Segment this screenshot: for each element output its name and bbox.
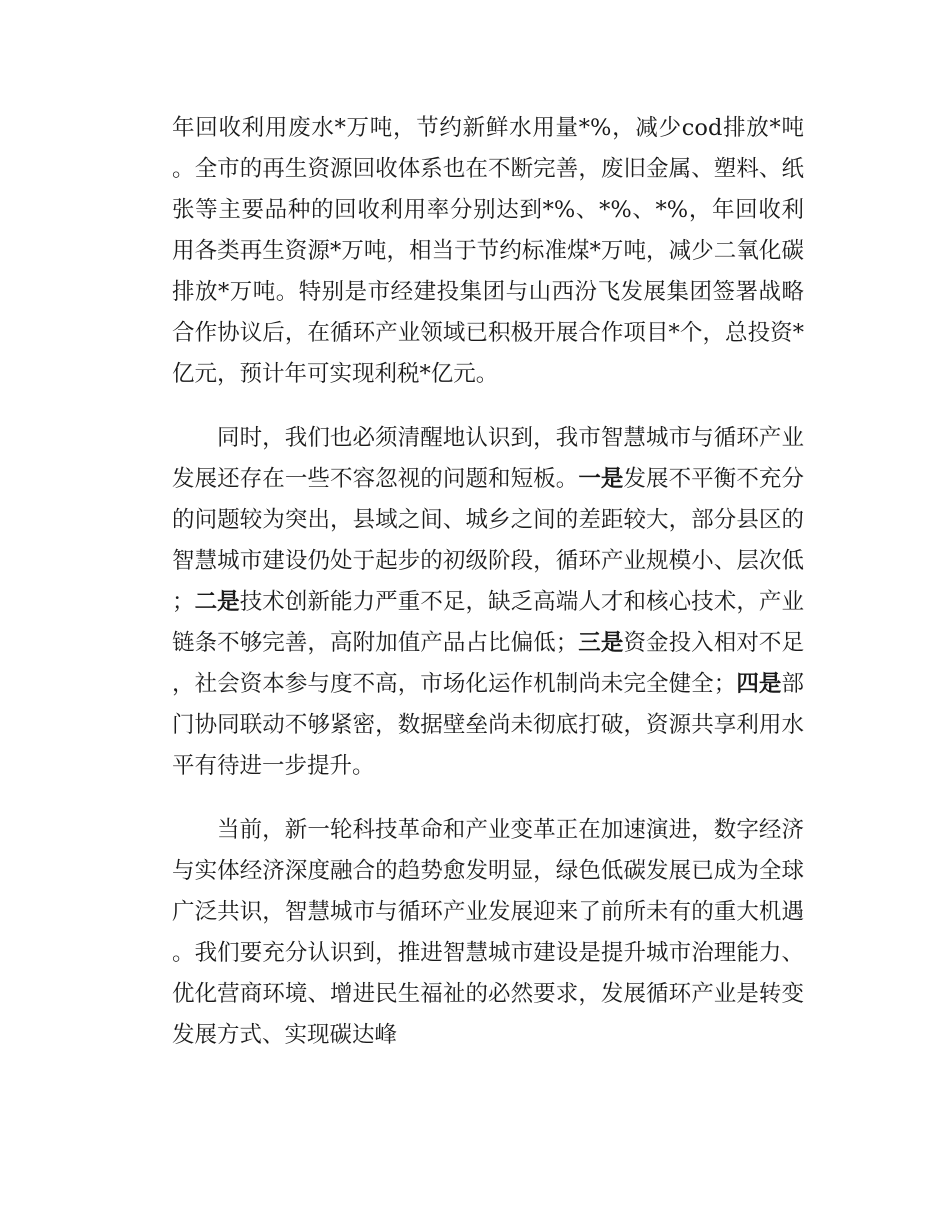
problem-label-3: 三是 [578, 630, 624, 656]
problem-label-2: 二是 [194, 589, 240, 615]
paragraph-problems [172, 418, 804, 787]
problem-text-3: 资金投入相对不足，社会资本参与度不高，市场化运作机制尚未完全健全； [172, 630, 804, 697]
problem-text-2: 技术创新能力严重不足，缺乏高端人才和核心技术，产业链条不够完善，高附加值产品占比偏低； [172, 589, 804, 656]
problems-intro: 同时，我们也必须清醒地认识到，我市智慧城市与循环产业发展还存在一些不容忽视的问题和短板。 [172, 425, 804, 492]
paragraph-recycling-results: 年回收利用废水*万吨，节约新鲜水用量*%，减少cod排放*吨。全市的再生资源回收体系也在不断完善，废旧金属、塑料、纸张等主要品种的回收利用率分别达到*%、*%、*%，年回收利用各类再生资源*万吨，相当于节约标准煤*万吨，减少二氧化碳排放*万吨。特别是市经建投集团与山西汾飞发展集团签署战略合作协议后，在循环产业领域已积极开展合作项目*个，总投资*亿元，预计年可实现利税*亿元。 [172, 115, 804, 387]
problem-text-4: 部门协同联动不够紧密，数据壁垒尚未彻底打破，资源共享利用水平有待进一步提升。 [172, 671, 804, 779]
problem-text-1: 发展不平衡不充分的问题较为突出，县域之间、城乡之间的差距较大，部分县区的智慧城市建设仍处于起步的初级阶段，循环产业规模小、层次低； [172, 466, 804, 615]
problem-label-1: 一是 [578, 466, 624, 492]
problem-label-4: 四是 [736, 671, 782, 697]
document-body [172, 108, 804, 1056]
paragraph-opportunities: 当前，新一轮科技革命和产业变革正在加速演进，数字经济与实体经济深度融合的趋势愈发明显，绿色低碳发展已成为全球广泛共识，智慧城市与循环产业发展迎来了前所未有的重大机遇。我们要充分认识到，推进智慧城市建设是提升城市治理能力、优化营商环境、增进民生福祉的必然要求，发展循环产业是转变发展方式、实现碳达峰 [172, 817, 804, 1048]
